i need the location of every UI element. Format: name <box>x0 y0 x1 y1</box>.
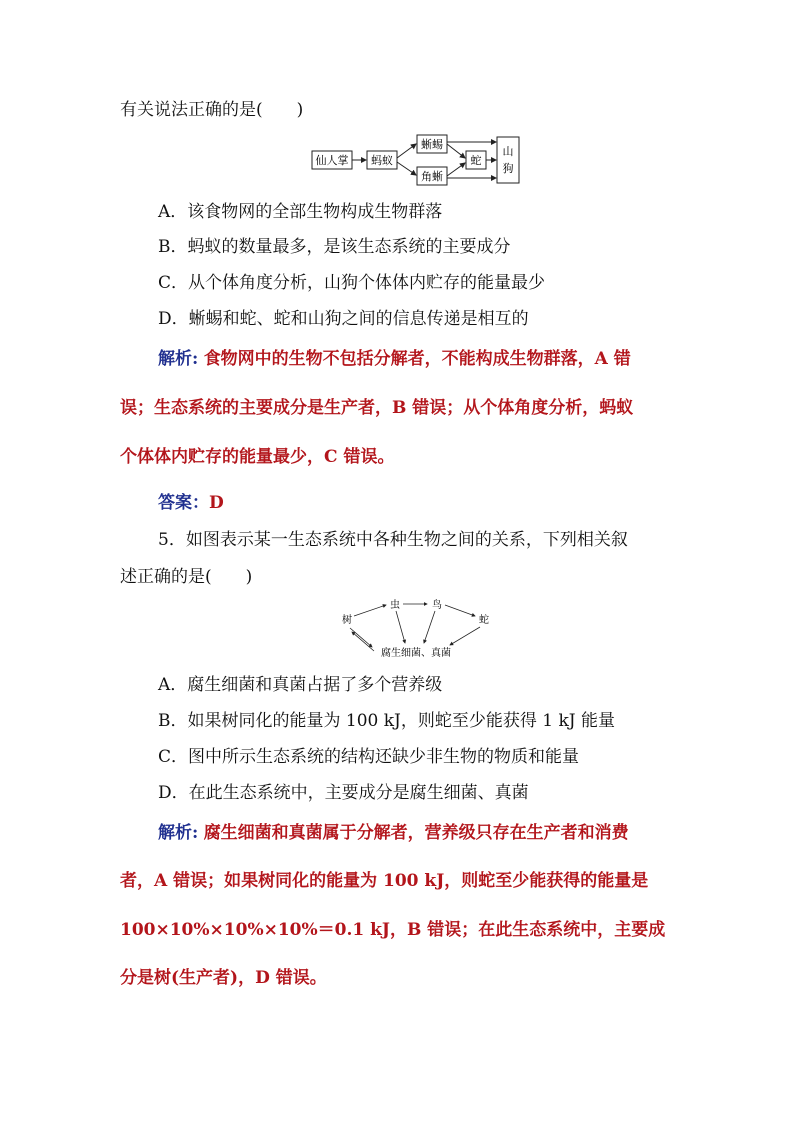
node-tree: 树 <box>342 615 352 626</box>
answer-value: D <box>209 493 224 513</box>
q4-option-c: C．从个体角度分析，山狗个体体内贮存的能量最少 <box>158 273 546 293</box>
node-insect: 虫 <box>390 600 400 611</box>
node-coyote-2: 狗 <box>502 162 514 175</box>
q5-stem-line-1: 5．如图表示某一生态系统中各种生物之间的关系，下列相关叙 <box>158 530 628 550</box>
analysis-text: 食物网中的生物不包括分解者，不能构成生物群落，A 错 <box>203 349 631 369</box>
q5-option-a: A．腐生细菌和真菌占据了多个营养级 <box>158 675 443 695</box>
q5-option-c: C．图中所示生态系统的结构还缺少非生物的物质和能量 <box>158 747 580 767</box>
node-snake: 蛇 <box>470 154 482 167</box>
q5-ecosystem-diagram <box>338 597 498 661</box>
node-coyote-1: 山 <box>502 145 514 158</box>
node-lizard: 蜥蜴 <box>421 138 443 151</box>
q5-analysis-line-1 <box>158 822 629 844</box>
q5-option-b: B．如果树同化的能量为 100 kJ，则蛇至少能获得 1 kJ 能量 <box>158 711 616 731</box>
node-horned-lizard: 角蜥 <box>421 170 443 183</box>
q4-analysis-line-2: 误；生态系统的主要成分是生产者，B 错误；从个体角度分析，蚂蚁 <box>120 398 634 418</box>
q4-option-a: A．该食物网的全部生物构成生物群落 <box>158 202 443 222</box>
q5-stem-line-2: 述正确的是( ) <box>120 567 253 587</box>
answer-label: 答案： <box>158 493 209 513</box>
analysis-label: 解析: <box>158 349 199 369</box>
q5-option-d: D．在此生态系统中，主要成分是腐生细菌、真菌 <box>158 783 529 803</box>
q4-option-d: D．蜥蜴和蛇、蛇和山狗之间的信息传递是相互的 <box>158 309 529 329</box>
q5-analysis-line-4: 分是树(生产者)，D 错误。 <box>120 968 327 988</box>
analysis-text: 腐生细菌和真菌属于分解者，营养级只存在生产者和消费 <box>203 823 629 843</box>
q4-option-b: B．蚂蚁的数量最多，是该生态系统的主要成分 <box>158 237 511 257</box>
node-cactus: 仙人掌 <box>315 154 349 167</box>
node-bird: 鸟 <box>432 600 442 611</box>
node-decomposer: 腐生细菌、真菌 <box>381 648 451 659</box>
q4-answer <box>158 492 224 514</box>
node-ant: 蚂蚁 <box>371 154 393 167</box>
q4-stem: 有关说法正确的是( ) <box>120 100 304 120</box>
q4-analysis-line-3: 个体体内贮存的能量最少，C 错误。 <box>120 447 395 467</box>
q4-food-web-diagram <box>310 134 525 186</box>
q4-analysis-line-1 <box>158 348 631 370</box>
analysis-label: 解析: <box>158 823 199 843</box>
q5-analysis-line-3: 100×10%×10%×10%＝0.1 kJ，B 错误；在此生态系统中，主要成 <box>120 920 666 940</box>
node-snake: 蛇 <box>479 615 489 626</box>
q5-analysis-line-2: 者，A 错误；如果树同化的能量为 100 kJ，则蛇至少能获得的能量是 <box>120 871 649 891</box>
